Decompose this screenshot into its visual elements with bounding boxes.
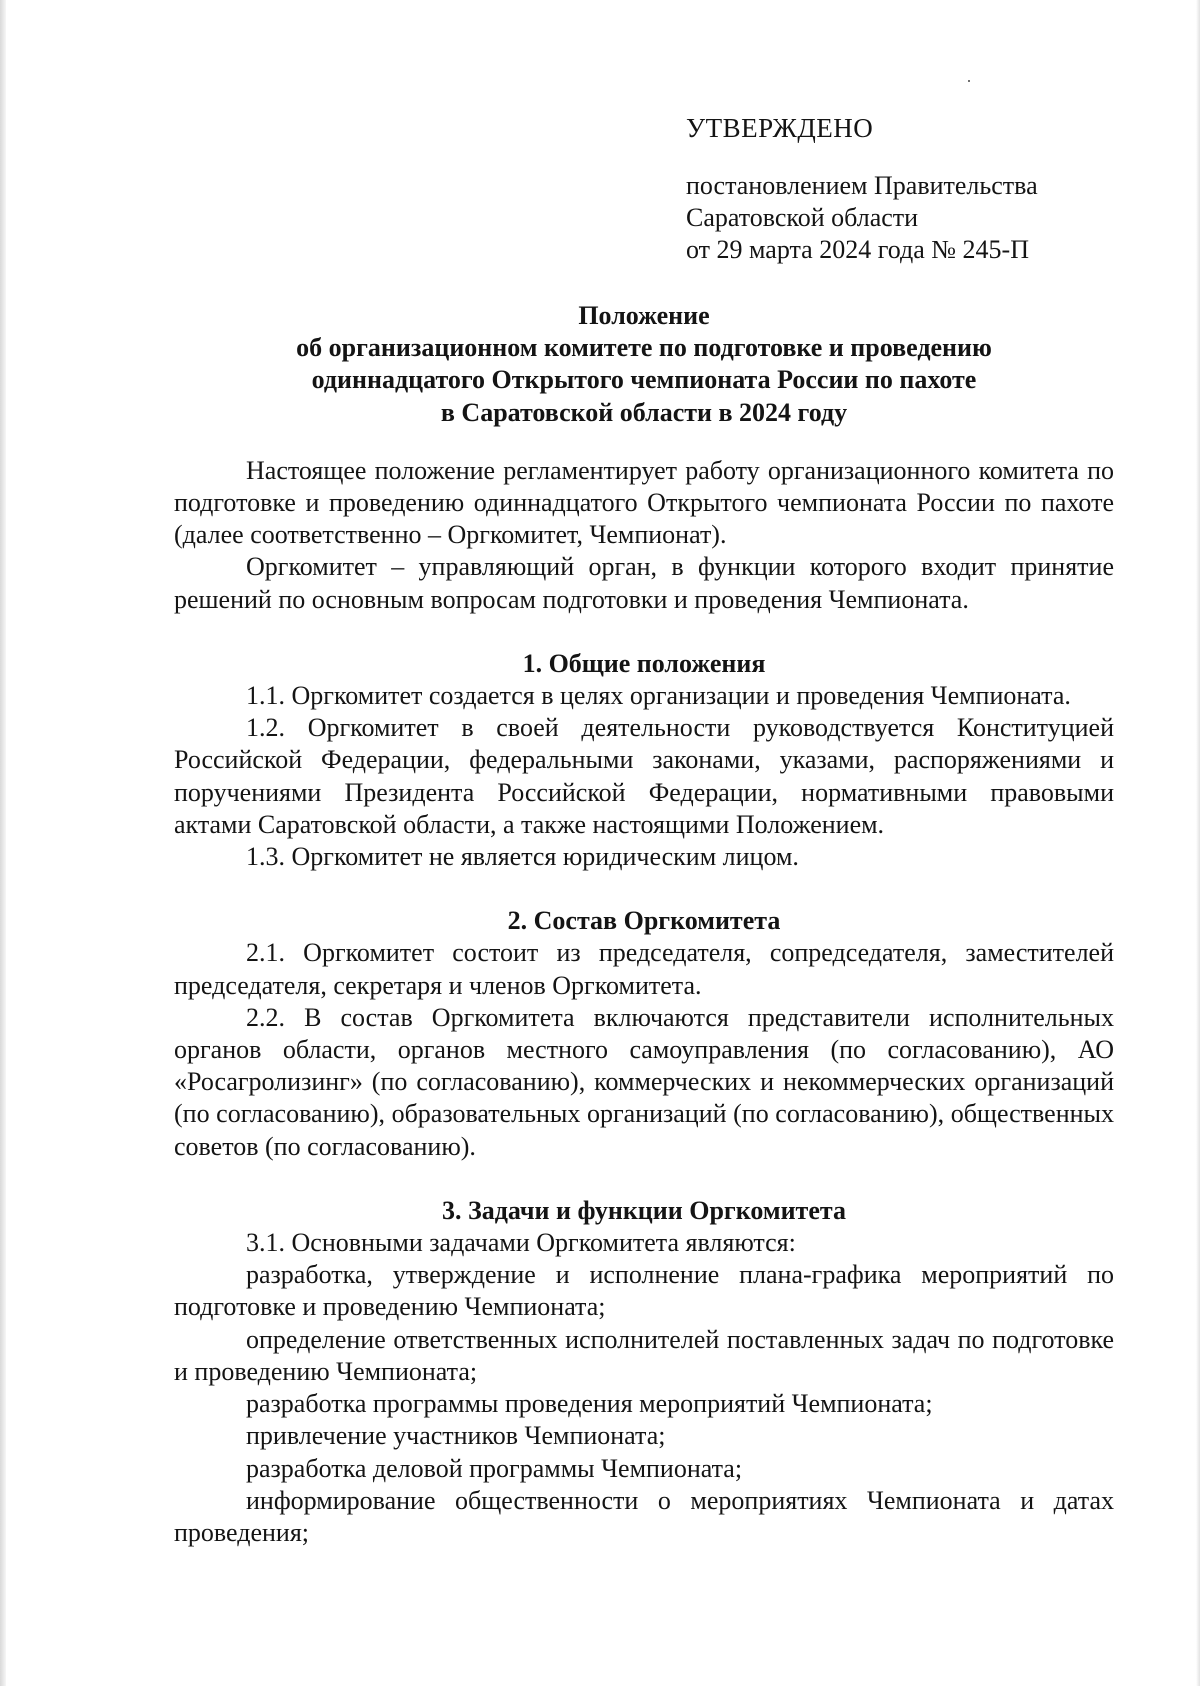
approval-line-2: Саратовской области — [686, 203, 919, 232]
clause-2-1: 2.1. Оргкомитет состоит из председателя, сопредседателя, заместителей председателя, секретаря и членов Оргкомитета. — [174, 938, 1114, 1000]
task-item: разработка программы проведения мероприятий Чемпионата; — [246, 1389, 933, 1419]
document-body — [174, 300, 1114, 1549]
section-3-heading: 3. Задачи и функции Оргкомитета — [442, 1195, 846, 1225]
scan-edge-right — [1196, 0, 1200, 1686]
scan-edge-left — [0, 0, 6, 1686]
task-item: привлечение участников Чемпионата; — [246, 1421, 666, 1451]
approval-line-1: постановлением Правительства — [686, 171, 1038, 200]
clause-1-1: 1.1. Оргкомитет создается в целях организации и проведения Чемпионата. — [246, 681, 1071, 711]
intro-paragraph-1: Настоящее положение регламентирует работу организационного комитета по подготовке и проведению одиннадцатого Открытого чемпионата России по пахоте (далее соответственно – Оргкомитет, Чемпионат). — [174, 455, 1114, 550]
title-line-3: одиннадцатого Открытого чемпионата России по пахоте — [311, 365, 977, 395]
clause-2-2: 2.2. В состав Оргкомитета включаются представители исполнительных органов области, органов местного самоуправления (по согласованию), АО «Росагролизинг» (по согласованию), коммерческих и некоммерческих организаций (по согласованию), образовательных организаций (по согласованию), общественных советов (по согласованию). — [174, 1002, 1114, 1161]
clause-1-2: 1.2. Оргкомитет в своей деятельности руководствуется Конституцией Российской Федерации, федеральными законами, указами, распоряжениями и поручениями Президента Российской Федерации, нормативными правовыми актами Саратовской области, а также настоящими Положением. — [174, 713, 1114, 839]
title-line-2: об организационном комитете по подготовке и проведению — [296, 333, 992, 363]
scan-speck — [968, 80, 970, 82]
document-title — [174, 300, 1114, 429]
section-1-heading: 1. Общие положения — [522, 648, 766, 678]
title-line-1: Положение — [578, 301, 710, 330]
approval-stamp — [686, 112, 1106, 266]
task-item: разработка деловой программы Чемпионата; — [246, 1453, 743, 1483]
approval-line-3: от 29 марта 2024 года № 245-П — [686, 235, 1029, 264]
clause-1-3: 1.3. Оргкомитет не является юридическим лицом. — [246, 842, 799, 872]
title-line-4: в Саратовской области в 2024 году — [440, 397, 848, 427]
task-item: информирование общественности о мероприятиях Чемпионата и датах проведения; — [174, 1485, 1114, 1547]
section-2-heading: 2. Состав Оргкомитета — [507, 906, 781, 936]
task-item: разработка, утверждение и исполнение плана-графика мероприятий по подготовке и проведению Чемпионата; — [174, 1260, 1114, 1322]
intro-paragraph-2: Оргкомитет – управляющий орган, в функции которого входит принятие решений по основным вопросам подготовки и проведения Чемпионата. — [174, 552, 1114, 614]
clause-3-1: 3.1. Основными задачами Оргкомитета являются: — [246, 1228, 796, 1258]
approved-label: УТВЕРЖДЕНО — [686, 113, 874, 143]
task-item: определение ответственных исполнителей поставленных задач по подготовке и проведению Чемпионата; — [174, 1324, 1114, 1386]
